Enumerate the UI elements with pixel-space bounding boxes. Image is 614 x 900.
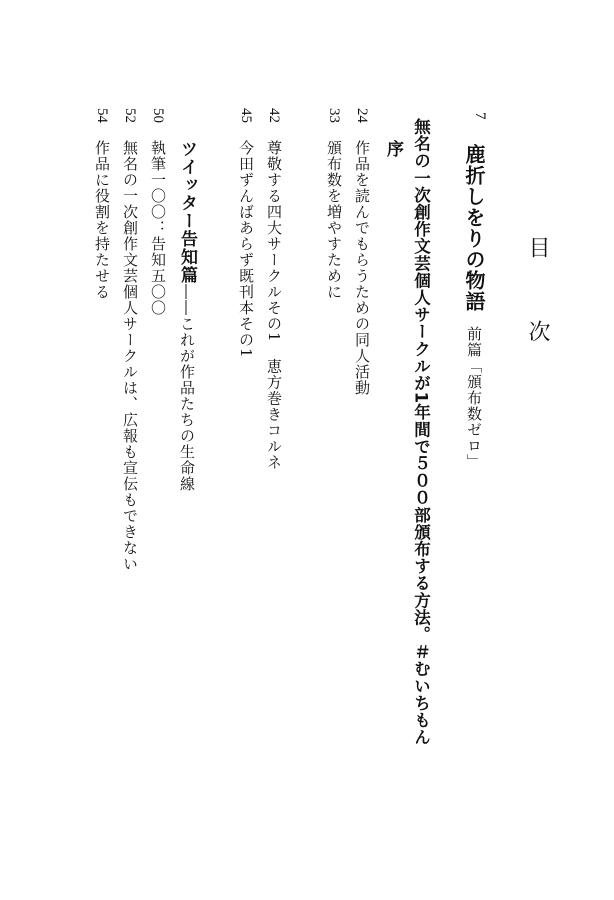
preface-title: 無名の一次創作文芸個人サークルが1年間で５００部頒布する方法。＃むいちもん [411,118,431,746]
section-heading [178,140,195,492]
chapter-page-number: 7 [472,112,488,120]
entry-page-number: 52 [122,108,138,123]
page-title: 目 次 [525,236,550,362]
entry-page-number: 42 [266,108,282,123]
section-subtitle: ――これが作品たちの生命線 [178,284,196,492]
toc-entry: 執筆一〇〇：告知五〇〇 [149,140,167,316]
entry-page-number: 24 [354,108,370,123]
toc-entry: 頒布数を増やすために [325,140,343,300]
entry-page-number: 45 [238,108,254,123]
chapter-subtitle: 前篇「頒布数ゼロ」 [465,326,483,470]
toc-entry: 作品を読んでもらうための同人活動 [353,140,371,396]
chapter-title: 鹿折しをりの物語 [462,144,486,312]
section-title: ツイッター告知篇 [177,140,197,284]
preface-label: 序 [383,140,403,158]
entry-page-number: 33 [326,108,342,123]
toc-entry: 作品に役割を持たせる [93,140,111,300]
entry-page-number: 50 [150,108,166,123]
chapter-heading [464,144,484,470]
toc-entry: 今田ずんばあらず既刊本その1 [237,140,255,359]
toc-entry: 尊敬する四大サークルその1 恵方巻きコルネ [265,140,283,471]
toc-entry: 無名の一次創作文芸個人サークルは、広報も宣伝もできない [121,140,139,572]
entry-page-number: 54 [94,108,110,123]
